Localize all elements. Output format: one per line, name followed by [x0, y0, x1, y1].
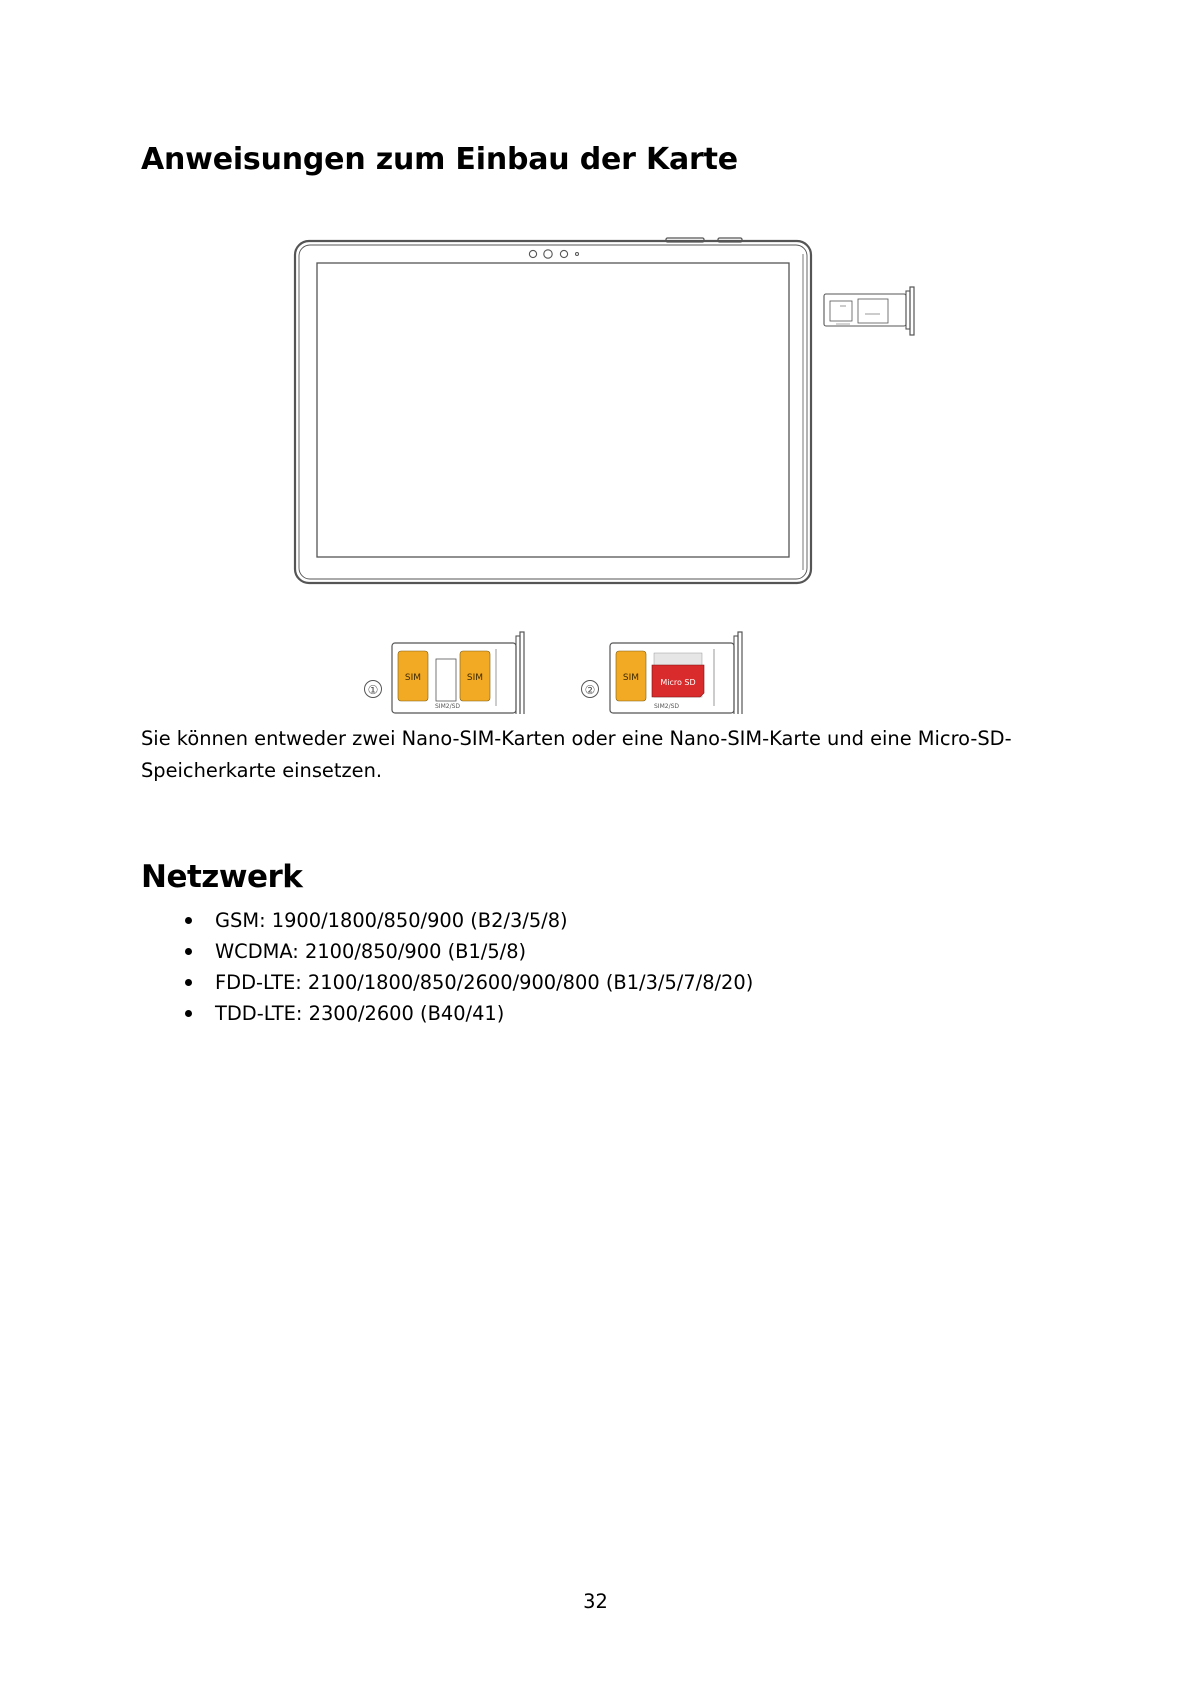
- bullet-icon: [185, 1010, 192, 1017]
- network-heading: Netzwerk: [141, 859, 303, 895]
- camera-icon: [529, 250, 536, 257]
- bullet-icon: [185, 948, 192, 955]
- tray-1-print: SIM2/SD: [435, 703, 461, 710]
- camera-icon: [544, 250, 552, 258]
- tray-2-print: SIM2/SD: [654, 703, 680, 710]
- section-heading: Anweisungen zum Einbau der Karte: [141, 142, 738, 177]
- bullet-icon: [185, 917, 192, 924]
- tray-1-slot-right-label: SIM: [466, 673, 484, 683]
- ejected-tray-illustration: [824, 287, 914, 335]
- list-item: [141, 967, 753, 998]
- tray-1-slot-left-label: SIM: [404, 673, 422, 683]
- network-band-list: [141, 905, 753, 1029]
- list-item: [141, 905, 753, 936]
- list-item: [141, 936, 753, 967]
- tray-2-marker: ②: [584, 683, 596, 697]
- network-item-tdd-lte: TDD-LTE: 2300/2600 (B40/41): [215, 1002, 505, 1025]
- tray-1-illustration: [365, 632, 525, 714]
- list-item: [141, 998, 753, 1029]
- card-installation-figure: [290, 234, 940, 714]
- instruction-paragraph: Sie können entweder zwei Nano-SIM-Karten oder eine Nano-SIM-Karte und eine Micro-SD-Speicherkarte einsetzen.: [141, 727, 1012, 782]
- bullet-icon: [185, 979, 192, 986]
- sensor-icon: [576, 253, 579, 256]
- tablet-illustration: [295, 238, 811, 583]
- tray-2-illustration: [582, 632, 743, 714]
- network-item-fdd-lte: FDD-LTE: 2100/1800/850/2600/900/800 (B1/3/5/7/8/20): [215, 971, 754, 994]
- sensor-icon: [560, 250, 567, 257]
- network-item-wcdma: WCDMA: 2100/850/900 (B1/5/8): [215, 940, 527, 963]
- tray-2-slot-left-label: SIM: [622, 673, 640, 683]
- tray-1-marker: ①: [367, 683, 379, 697]
- tray-2-slot-right-label: Micro SD: [660, 678, 696, 687]
- network-item-gsm: GSM: 1900/1800/850/900 (B2/3/5/8): [215, 909, 568, 932]
- page-number: 32: [583, 1590, 608, 1613]
